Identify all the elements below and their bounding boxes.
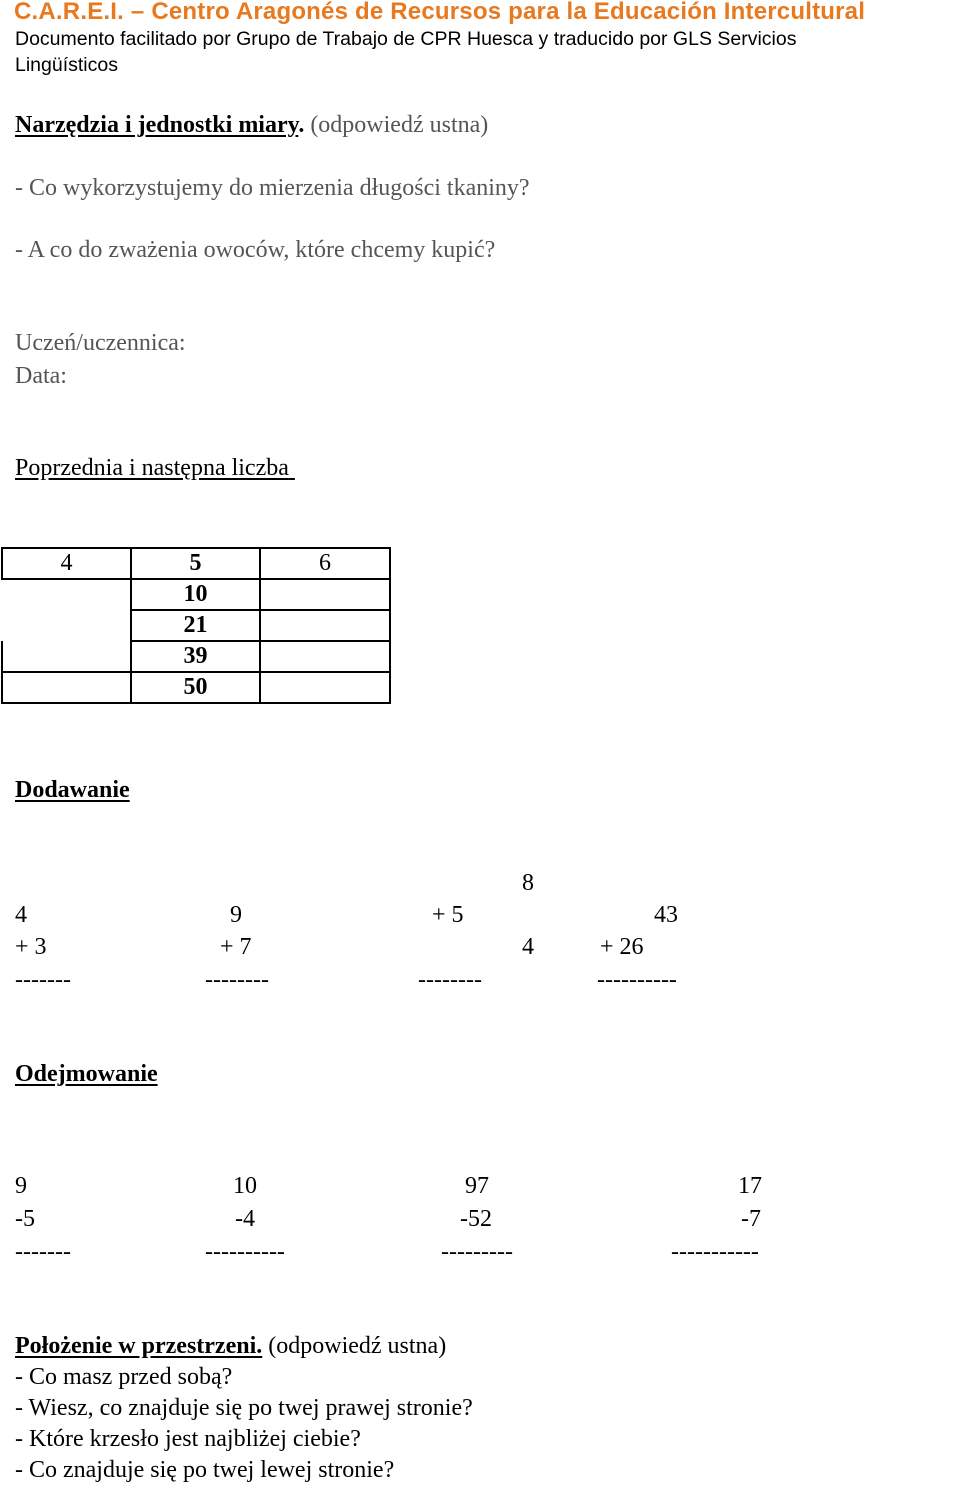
subtraction-answer-line[interactable]: --------- <box>441 1239 513 1265</box>
title-dash: – <box>130 0 145 25</box>
tools-heading: Narzędzia i jednostki miary <box>15 112 299 138</box>
prev-cell[interactable] <box>2 610 131 641</box>
addition-operand: 9 <box>230 902 242 928</box>
addition-operand: 4 <box>15 902 27 928</box>
tools-question-1: - Co wykorzystujemy do mierzenia długości tkaniny? <box>15 175 530 201</box>
subtraction-operand: 17 <box>738 1173 762 1199</box>
prev-cell[interactable]: 4 <box>2 548 131 579</box>
addition-operand: + 26 <box>600 934 644 960</box>
prev-cell[interactable] <box>2 579 131 610</box>
sequence-heading: Poprzednia i następna liczba <box>15 455 289 481</box>
addition-top-number: 8 <box>522 870 534 896</box>
number-cell: 39 <box>131 641 260 672</box>
tools-question-2: - A co do zważenia owoców, które chcemy kupić? <box>15 237 496 263</box>
table-row <box>2 610 390 641</box>
addition-operand: 43 <box>654 902 678 928</box>
next-cell[interactable] <box>260 672 390 703</box>
position-question-3: - Które krzesło jest najbliżej ciebie? <box>15 1426 361 1452</box>
credit-line-1: Documento facilitado por Grupo de Trabajo de CPR Huesca y traducido por GLS Servicios <box>15 28 797 50</box>
position-question-1: - Co masz przed sobą? <box>15 1364 233 1390</box>
number-cell: 50 <box>131 672 260 703</box>
addition-answer-line[interactable]: ------- <box>15 967 71 993</box>
next-cell[interactable] <box>260 641 390 672</box>
number-cell: 10 <box>131 579 260 610</box>
subtraction-heading: Odejmowanie <box>15 1061 158 1087</box>
tools-note: (odpowiedź ustna) <box>310 112 489 138</box>
prev-cell[interactable] <box>2 641 131 672</box>
tools-heading-line <box>15 112 488 139</box>
subtraction-operand: -5 <box>15 1206 35 1232</box>
addition-operand: + 3 <box>15 934 47 960</box>
addition-answer-line[interactable]: -------- <box>418 967 482 993</box>
prev-cell[interactable] <box>2 672 131 703</box>
subtraction-answer-line[interactable]: ---------- <box>205 1239 285 1265</box>
sequence-table <box>1 547 391 704</box>
subtraction-operand: 97 <box>465 1173 489 1199</box>
table-row <box>2 579 390 610</box>
addition-heading: Dodawanie <box>15 777 130 803</box>
position-note: (odpowiedź ustna) <box>268 1333 447 1359</box>
header-title-line <box>14 0 865 26</box>
addition-operand: + 7 <box>220 934 252 960</box>
table-row <box>2 548 390 579</box>
position-heading: Położenie w przestrzeni. <box>15 1333 263 1359</box>
subtraction-operand: -52 <box>460 1206 492 1232</box>
addition-answer-line[interactable]: ---------- <box>597 967 677 993</box>
number-cell: 21 <box>131 610 260 641</box>
org-acronym: C.A.R.E.I. <box>14 0 125 25</box>
next-cell[interactable] <box>260 610 390 641</box>
next-cell[interactable]: 6 <box>260 548 390 579</box>
subtraction-answer-line[interactable]: ----------- <box>671 1239 759 1265</box>
addition-answer-line[interactable]: -------- <box>205 967 269 993</box>
table-row <box>2 672 390 703</box>
subtraction-answer-line[interactable]: ------- <box>15 1239 71 1265</box>
tools-heading-period: . <box>298 112 305 138</box>
subtraction-operand: -4 <box>235 1206 255 1232</box>
date-label: Data: <box>15 363 67 389</box>
position-question-4: - Co znajduje się po twej lewej stronie? <box>15 1457 395 1483</box>
student-label: Uczeń/uczennica: <box>15 330 186 356</box>
position-heading-line <box>15 1333 446 1360</box>
position-question-2: - Wiesz, co znajduje się po twej prawej stronie? <box>15 1395 473 1421</box>
table-row <box>2 641 390 672</box>
org-name: Centro Aragonés de Recursos para la Educación Intercultural <box>151 0 866 25</box>
addition-operand: 4 <box>522 934 534 960</box>
credit-line-2: Lingüísticos <box>15 54 118 76</box>
addition-operand: + 5 <box>432 902 464 928</box>
subtraction-operand: -7 <box>741 1206 761 1232</box>
next-cell[interactable] <box>260 579 390 610</box>
number-cell: 5 <box>131 548 260 579</box>
subtraction-operand: 10 <box>233 1173 257 1199</box>
subtraction-operand: 9 <box>15 1173 27 1199</box>
